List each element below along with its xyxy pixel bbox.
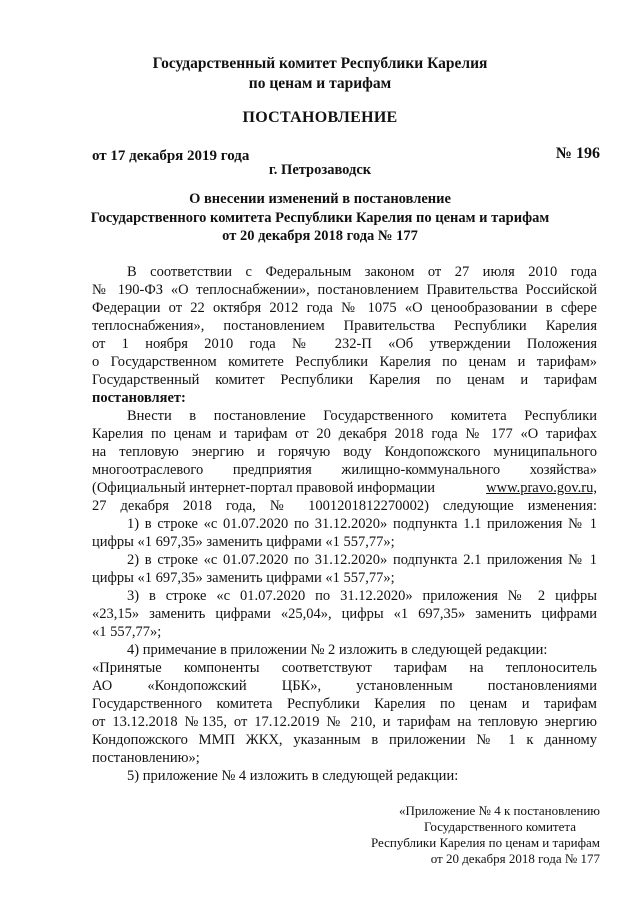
item4-line: 4) примечание в приложении № 2 изложить в следующей редакции: bbox=[127, 642, 548, 658]
item5-line: 5) приложение № 4 изложить в следующей редакции: bbox=[127, 768, 459, 784]
body-line: (Официальный интернет-портал правовой информации bbox=[92, 480, 435, 496]
body-line: 27 декабря 2018 года, № 1001201812270002) следующие изменения: bbox=[92, 498, 597, 514]
note-line: постановлению»; bbox=[92, 750, 200, 766]
body-line: от 1 ноября 2010 года № 232-П «Об утверждении Положения bbox=[92, 336, 597, 352]
document-date: от 17 декабря 2019 года bbox=[92, 148, 250, 164]
note-line: АО «Кондопожский ЦБК», установленным постановлениями bbox=[92, 678, 597, 694]
body-line: Федерации от 22 октября 2012 года № 1075 «О ценообразовании в сфере bbox=[92, 300, 597, 316]
document-city: г. Петрозаводск bbox=[268, 162, 372, 178]
body-line: Карелия по ценам и тарифам от 20 декабря 2018 года № 177 «О тарифах bbox=[92, 426, 597, 442]
subject-line2: Государственного комитета Республики Карелия по ценам и тарифам bbox=[90, 210, 550, 226]
subject-line3: от 20 декабря 2018 года № 177 bbox=[222, 228, 418, 244]
item3-line: «23,15» заменить цифрами «25,04», цифры «1 697,35» заменить цифрами bbox=[92, 606, 597, 622]
portal-link[interactable]: www.pravo.gov.ru, bbox=[486, 480, 597, 496]
item2-line: 2) в строке «с 01.07.2020 по 31.12.2020» подпункта 2.1 приложения № 1 bbox=[127, 552, 597, 568]
decree-word: постановляет: bbox=[92, 390, 186, 406]
body-line: Внести в постановление Государственного комитета Республики bbox=[127, 408, 597, 424]
body-line: многоотраслевого предприятия жилищно-коммунального хозяйства» bbox=[92, 462, 597, 478]
note-line: Государственного комитета Республики Карелия по ценам и тарифам bbox=[92, 696, 597, 712]
org-name-line1: Государственный комитет Республики Карелия bbox=[152, 55, 488, 72]
annex-line4: от 20 декабря 2018 года № 177 bbox=[430, 851, 600, 866]
annex-line1: «Приложение № 4 к постановлению bbox=[399, 803, 600, 818]
item3-line: 3) в строке «с 01.07.2020 по 31.12.2020» приложения № 2 цифры bbox=[127, 588, 597, 604]
org-name-line2: по ценам и тарифам bbox=[248, 75, 392, 92]
item3-line: «1 557,77»; bbox=[92, 624, 162, 640]
item2-line: цифры «1 697,35» заменить цифрами «1 557,77»; bbox=[92, 570, 395, 586]
note-line: от 13.12.2018 №135, от 17.12.2019 № 210, и тарифам на тепловую энергию bbox=[92, 714, 597, 730]
body-line: Государственный комитет Республики Карелия по ценам и тарифам bbox=[92, 372, 597, 388]
body-line: о Государственном комитете Республики Карелия по ценам и тарифам» bbox=[92, 354, 597, 370]
document-type: ПОСТАНОВЛЕНИЕ bbox=[242, 109, 398, 126]
note-line: Кондопожского ММП ЖКХ, указанным в приложении № 1 к данному bbox=[92, 732, 597, 748]
document-number: № 196 bbox=[555, 145, 600, 162]
annex-line3: Республики Карелия по ценам и тарифам bbox=[370, 835, 600, 850]
item1-line: 1) в строке «с 01.07.2020 по 31.12.2020» подпункта 1.1 приложения № 1 bbox=[127, 516, 597, 532]
body-line: № 190-ФЗ «О теплоснабжении», постановлением Правительства Российской bbox=[92, 282, 597, 298]
note-line: «Принятые компоненты соответствуют тарифам на теплоноситель bbox=[92, 660, 597, 676]
body-line: теплоснабжения», постановлением Правительства Республики Карелия bbox=[92, 318, 597, 334]
body-line: на тепловую энергию и горячую воду Кондопожского муниципального bbox=[92, 444, 597, 460]
body-line: В соответствии с Федеральным законом от 27 июля 2010 года bbox=[127, 264, 597, 280]
annex-line2: Государственного комитета bbox=[424, 819, 576, 834]
subject-line1: О внесении изменений в постановление bbox=[189, 191, 451, 207]
item1-line: цифры «1 697,35» заменить цифрами «1 557,77»; bbox=[92, 534, 395, 550]
